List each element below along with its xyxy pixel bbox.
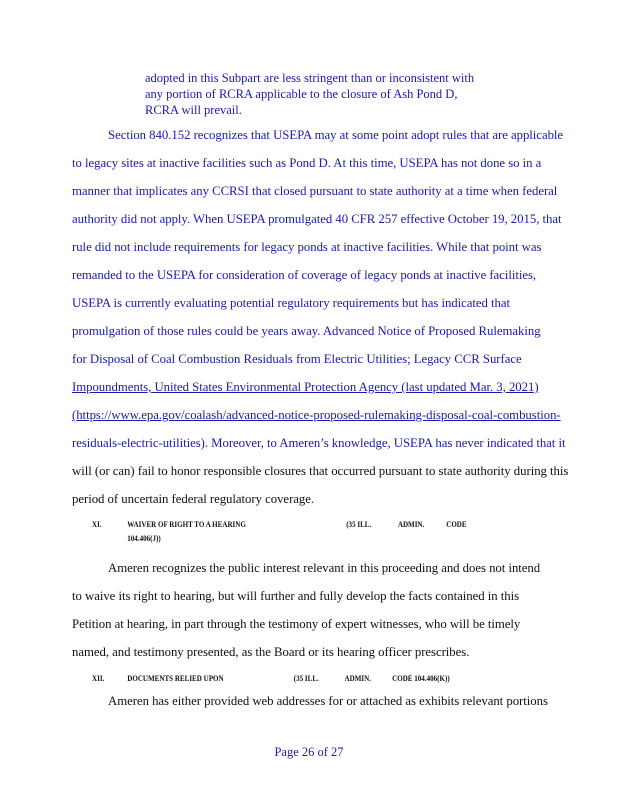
quote-line: RCRA will prevail. (145, 103, 242, 117)
citation-continuation: 104.406(J)) (127, 533, 161, 543)
citation-part: CODE 104.406(K)) (392, 673, 450, 683)
quote-line: any portion of RCRA applicable to the closure of Ash Pond D, (145, 87, 458, 101)
quote-line: adopted in this Subpart are less stringent than or inconsistent with (145, 71, 475, 85)
paragraph-line: Petition at hearing, in part through the testimony of expert witnesses, who will be timely (72, 617, 521, 631)
citation-part: CODE (446, 519, 467, 529)
paragraph-line: remanded to the USEPA for consideration of coverage of legacy ponds at inactive facilities, (72, 268, 537, 282)
paragraph-line: USEPA is currently evaluating potential regulatory requirements but has indicated that (72, 296, 511, 310)
section-title: WAIVER OF RIGHT TO A HEARING (127, 519, 246, 529)
paragraph-line: to legacy sites at inactive facilities such as Pond D. At this time, USEPA has not done so in a (72, 156, 542, 170)
section-title: DOCUMENTS RELIED UPON (127, 673, 224, 683)
paragraph-line: period of uncertain federal regulatory coverage. (72, 492, 315, 506)
paragraph-line: Impoundments, United States Environmental Protection Agency (last updated Mar. 3, 2021) (72, 380, 539, 394)
citation-part: (35 ILL. (346, 519, 372, 529)
paragraph-line: Ameren recognizes the public interest relevant in this proceeding and does not intend (108, 561, 541, 575)
epa-link-line-1[interactable]: (https://www.epa.gov/coalash/advanced-notice-proposed-rulemaking-disposal-coal-combustion- (72, 408, 561, 422)
citation-part: ADMIN. (397, 519, 425, 529)
section-number: XI. (92, 519, 102, 529)
paragraph-line: to waive its right to hearing, but will further and fully develop the facts contained in this (72, 589, 520, 603)
page-number-footer: Page 26 of 27 (274, 745, 344, 759)
paragraph-line: authority did not apply. When USEPA promulgated 40 CFR 257 effective October 19, 2015, that (72, 212, 562, 226)
citation-part: ADMIN. (344, 673, 371, 683)
paragraph-line: named, and testimony presented, as the Board or its hearing officer prescribes. (72, 645, 470, 659)
paragraph-line: rule did not include requirements for legacy ponds at inactive facilities. While that point was (72, 240, 542, 254)
paragraph-line: for Disposal of Coal Combustion Residuals from Electric Utilities; Legacy CCR Surface (72, 352, 522, 366)
paragraph-line: manner that implicates any CCRSI that closed pursuant to state authority at a time when federal (72, 184, 558, 198)
paragraph-line: residuals-electric-utilities). Moreover, to Ameren’s knowledge, USEPA has never indicated that it (72, 436, 566, 450)
paragraph-line: will (or can) fail to honor responsible closures that occurred pursuant to state authority during this (72, 464, 569, 478)
block-quote (145, 70, 525, 118)
paragraph-line: Ameren has either provided web addresses for or attached as exhibits relevant portions (108, 694, 548, 708)
section-number: XII. (92, 673, 105, 683)
paragraph-line: Section 840.152 recognizes that USEPA may at some point adopt rules that are applicable (108, 128, 564, 142)
citation-part: (35 ILL. (293, 673, 319, 683)
paragraph-line: promulgation of those rules could be years away. Advanced Notice of Proposed Rulemaking (72, 324, 541, 338)
